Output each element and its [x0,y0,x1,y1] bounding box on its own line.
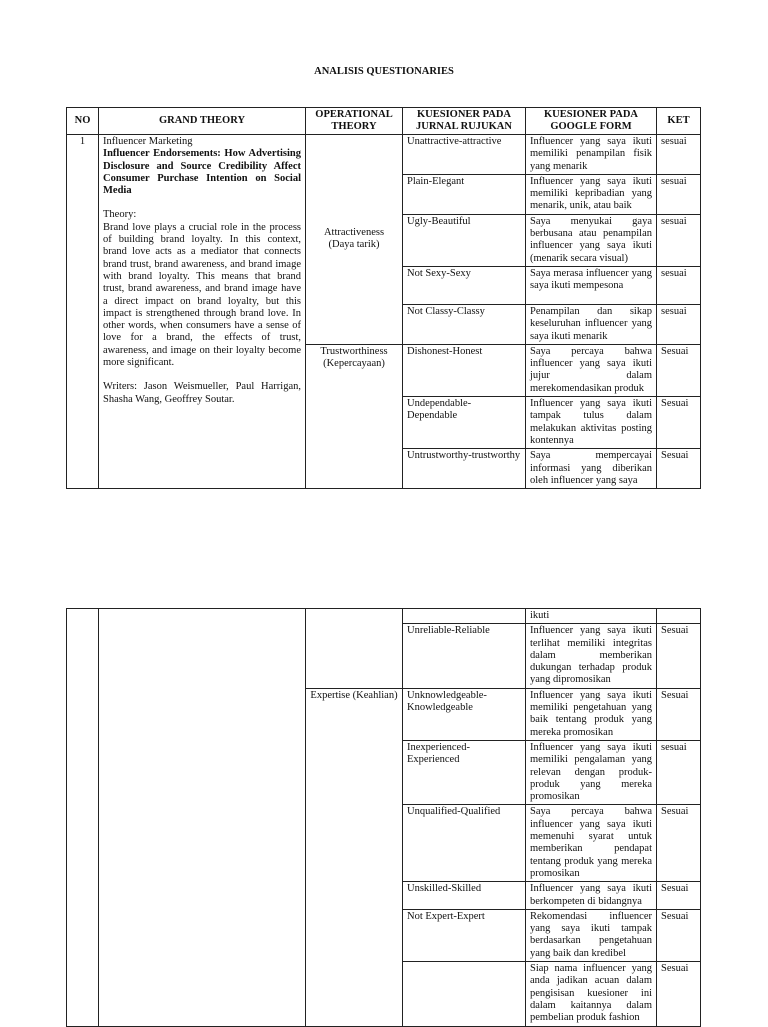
google-form-item: Saya percaya bahwa influencer yang saya ikuti jujur dalam merekomendasikan produk [526,344,657,396]
ket-value: Sesuai [657,624,701,688]
jurnal-item: Not Sexy-Sexy [403,266,526,304]
google-form-item: Influencer yang saya ikuti memiliki kepribadian yang menarik, unik, atau baik [526,174,657,214]
row-number: 1 [67,135,99,489]
jurnal-item: Unskilled-Skilled [403,882,526,910]
jurnal-item: Undependable-Dependable [403,397,526,449]
jurnal-item: Unattractive-attractive [403,135,526,175]
ket-value: sesuai [657,135,701,175]
ket-value: sesuai [657,304,701,344]
table-row [67,135,701,175]
header-no: NO [67,108,99,135]
jurnal-item: Inexperienced-Experienced [403,740,526,804]
row-number-empty [67,609,99,1027]
document-title: ANALISIS QUESTIONARIES [314,66,454,77]
grand-theory-paper-title: Influencer Endorsements: How Advertising Disclosure and Source Credibility Affect Consumer Purchase Intention on Social Media [103,148,301,197]
header-kuesioner-google: KUESIONER PADA GOOGLE FORM [526,108,657,135]
ket-value [657,609,701,624]
grand-theory-text: Brand love plays a crucial role in the process of building brand loyalty. In this context, brand love acts as a mediator that connects brand trust, brand awareness, and brand image with brand loyalty. This means that brand trust, brand awareness, and brand image have a direct impact on brand loyalty, but this impact is strengthened through brand love. In other words, when consumers have a sense of love for a brand, the effects of trust, awareness, and image on their loyalty become more significant. [103,221,301,369]
table-row [67,609,701,624]
google-form-item: ikuti [526,609,657,624]
jurnal-item [403,962,526,1026]
ket-value: Sesuai [657,397,701,449]
google-form-item: Saya mempercayai informasi yang diberikan oleh influencer yang saya [526,449,657,489]
google-form-item: Influencer yang saya ikuti berkompeten di bidangnya [526,882,657,910]
jurnal-item [403,609,526,624]
ket-value: sesuai [657,740,701,804]
operational-trustworthiness-continued [306,609,403,689]
grand-theory-cell [99,135,306,489]
google-form-item: Saya percaya bahwa influencer yang saya ikuti memenuhi syarat untuk memberikan pendapat tentang produk yang mereka promosikan [526,805,657,882]
ket-value: sesuai [657,214,701,266]
operational-trustworthiness: Trustworthiness (Kepercayaan) [306,344,403,488]
header-ket: KET [657,108,701,135]
google-form-item: Saya merasa influencer yang saya ikuti mempesona [526,266,657,304]
header-grand-theory: GRAND THEORY [99,108,306,135]
table-header-row [67,108,701,135]
ket-value: sesuai [657,266,701,304]
jurnal-item: Dishonest-Honest [403,344,526,396]
google-form-item: Saya menyukai gaya berbusana atau penampilan influencer yang saya ikuti (menarik secara visual) [526,214,657,266]
ket-value: Sesuai [657,688,701,740]
jurnal-item: Unqualified-Qualified [403,805,526,882]
grand-theory-empty [99,609,306,1027]
google-form-item: Influencer yang saya ikuti tampak tulus dalam melakukan aktivitas posting kontennya [526,397,657,449]
ket-value: Sesuai [657,962,701,1026]
google-form-item: Influencer yang saya ikuti memiliki pengalaman yang relevan dengan produk-produk yang mereka promosikan [526,740,657,804]
ket-value: Sesuai [657,909,701,961]
header-operational-theory: OPERATIONAL THEORY [306,108,403,135]
google-form-item: Siap nama influencer yang anda jadikan acuan dalam pengisisan kuesioner ini dalam kaitannya dalam pembelian produk fashion [526,962,657,1026]
jurnal-item: Not Classy-Classy [403,304,526,344]
jurnal-item: Plain-Elegant [403,174,526,214]
ket-value: Sesuai [657,449,701,489]
google-form-item: Rekomendasi influencer yang saya ikuti tampak berdasarkan pengetahuan yang baik dan kredibel [526,909,657,961]
operational-expertise: Expertise (Keahlian) [306,688,403,1026]
ket-value: Sesuai [657,344,701,396]
grand-theory-topic: Influencer Marketing [103,136,193,147]
google-form-item: Influencer yang saya ikuti terlihat memiliki integritas dalam memberikan dukungan terhadap produk yang dipromosikan [526,624,657,688]
jurnal-item: Ugly-Beautiful [403,214,526,266]
grand-theory-writers: Writers: Jason Weismueller, Paul Harrigan, Shasha Wang, Geoffrey Soutar. [103,381,301,405]
jurnal-item: Unknowledgeable-Knowledgeable [403,688,526,740]
ket-value: Sesuai [657,882,701,910]
google-form-item: Penampilan dan sikap keseluruhan influencer yang saya ikuti menarik [526,304,657,344]
jurnal-item: Unreliable-Reliable [403,624,526,688]
ket-value: sesuai [657,174,701,214]
grand-theory-label: Theory: [103,209,137,221]
google-form-item: Influencer yang saya ikuti memiliki penampilan fisik yang menarik [526,135,657,175]
ket-value: Sesuai [657,805,701,882]
questionnaire-table-page-2 [66,608,701,1027]
google-form-item: Influencer yang saya ikuti memiliki pengetahuan yang baik tentang produk yang mereka promosikan [526,688,657,740]
questionnaire-table-page-1 [66,107,701,489]
jurnal-item: Not Expert-Expert [403,909,526,961]
header-kuesioner-jurnal: KUESIONER PADA JURNAL RUJUKAN [403,108,526,135]
jurnal-item: Untrustworthy-trustworthy [403,449,526,489]
operational-attractiveness: Attractiveness (Daya tarik) [306,135,403,345]
